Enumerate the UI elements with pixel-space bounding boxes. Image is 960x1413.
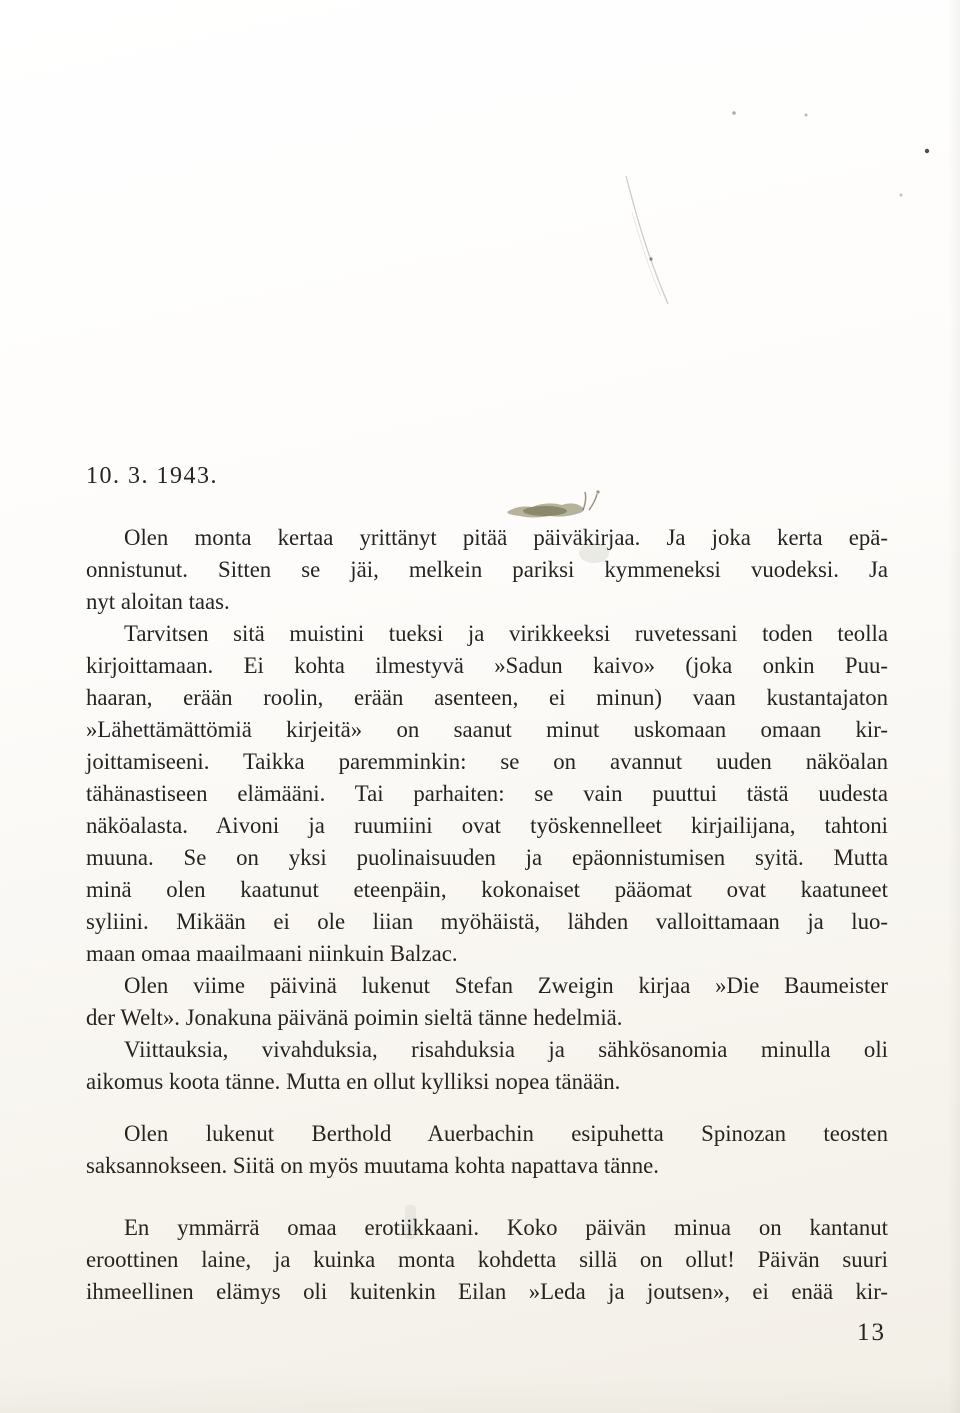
page-number: 13: [857, 1319, 886, 1346]
text-line: nyt aloitan taas.: [86, 589, 230, 614]
body-text-block: [86, 522, 888, 1308]
text-line: onnistunut. Sitten se jäi, melkein pariksi kymmeneksi vuodeksi. Ja: [86, 557, 888, 582]
ink-smudge: [507, 503, 584, 517]
ink-smudge: [596, 490, 599, 493]
text-line: syliini. Mikään ei ole liian myöhäistä, lähden valloittamaan ja luo-: [86, 909, 888, 934]
paper-speck: [900, 194, 903, 197]
text-line: joittamiseeni. Taikka paremminkin: se on avannut uuden näköalan: [86, 749, 888, 774]
text-line: der Welt». Jonakuna päivänä poimin sieltä tänne hedelmiä.: [86, 1005, 623, 1030]
paper-speck: [925, 149, 929, 153]
text-line: ihmeellinen elämys oli kuitenkin Eilan »Leda ja joutsen», ei enää kir-: [86, 1279, 888, 1304]
text-line: saksannokseen. Siitä on myös muutama kohta napattava tänne.: [86, 1153, 659, 1178]
text-line: Tarvitsen sitä muistini tueksi ja virikkeeksi ruvetessani toden teolla: [124, 621, 888, 646]
page-right-edge-shade: [948, 0, 960, 1413]
text-line: minä olen kaatunut eteenpäin, kokonaiset pääomat ovat kaatuneet: [86, 877, 888, 902]
page-bottom-edge-shade: [0, 1373, 960, 1413]
text-line: muuna. Se on yksi puolinaisuuden ja epäonnistumisen syitä. Mutta: [86, 845, 888, 870]
text-line: kirjoittamaan. Ei kohta ilmestyvä »Sadun kaivo» (joka onkin Puu-: [86, 653, 888, 678]
text-line: Olen lukenut Berthold Auerbachin esipuhetta Spinozan teosten: [124, 1121, 888, 1146]
text-line: Olen monta kertaa yrittänyt pitää päiväkirjaa. Ja joka kerta epä-: [124, 525, 888, 550]
text-line: näköalasta. Aivoni ja ruumiini ovat työskennelleet kirjailijana, tahtoni: [86, 813, 888, 838]
ink-smudge: [523, 506, 567, 516]
paper-speck: [649, 257, 652, 260]
paper-crease-line: [632, 212, 661, 296]
text-line: En ymmärrä omaa erotiikkaani. Koko päivän minua on kantanut: [124, 1215, 888, 1240]
text-line: aikomus koota tänne. Mutta en ollut kylliksi nopea tänään.: [86, 1069, 621, 1094]
text-line: Viittauksia, vivahduksia, risahduksia ja sähkösanomia minulla oli: [124, 1037, 888, 1062]
paper-speck: [732, 111, 736, 115]
diary-entry-date: 10. 3. 1943.: [86, 463, 218, 489]
ink-smudge: [583, 492, 597, 510]
text-line: eroottinen laine, ja kuinka monta kohdetta sillä on ollut! Päivän suuri: [86, 1247, 888, 1272]
text-line: haaran, erään roolin, erään asenteen, ei minun) vaan kustantajaton: [86, 685, 888, 710]
text-line: maan omaa maailmaani niinkuin Balzac.: [86, 941, 458, 966]
text-line: tähänastiseen elämääni. Tai parhaiten: se vain puuttui tästä uudesta: [86, 781, 888, 806]
text-line: Olen viime päivinä lukenut Stefan Zweigin kirjaa »Die Baumeister: [124, 973, 888, 998]
paper-crease-line: [626, 176, 668, 304]
paper-speck: [805, 114, 808, 117]
text-line: »Lähettämättömiä kirjeitä» on saanut minut uskomaan omaan kir-: [86, 717, 888, 742]
